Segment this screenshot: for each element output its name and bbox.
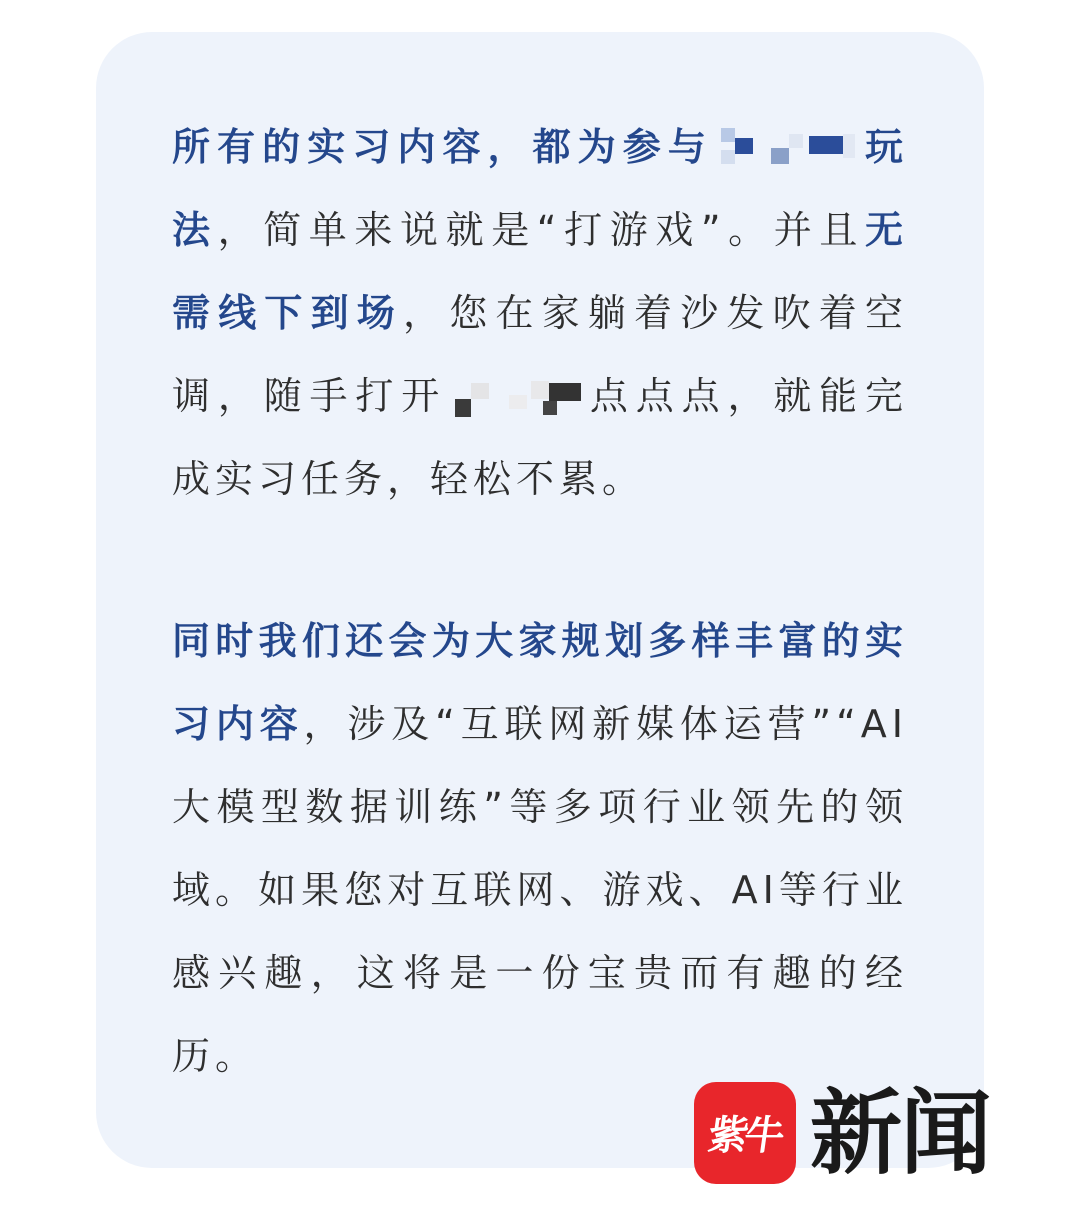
highlight-text: 法 <box>172 208 218 252</box>
body-text: ，简单来说就是“打游戏”。并且 <box>217 208 865 252</box>
highlight-text-tail: 玩 <box>862 125 908 169</box>
logo-text: 紫牛 <box>705 1112 784 1159</box>
ziniu-logo-icon <box>694 1082 796 1184</box>
redacted-mosaic <box>447 377 587 421</box>
body-text: ，涉及“互联网新媒体运营”“AI大模型数据训练”等多项行业领先的领域。如果您对互联网、游戏、AI等行业感兴趣，这将是一份宝贵而有趣的经历。 <box>172 702 908 1078</box>
highlight-text: 无需线下到场 <box>172 208 908 335</box>
paragraph-internship-content <box>172 600 908 1098</box>
highlight-text: 同时我们还会为大家规划多样丰富的实习内容 <box>172 619 908 746</box>
brand-name: 新闻 <box>810 1079 991 1187</box>
body-text: ，您在家躺着沙发吹着空调，随手打开 <box>172 291 908 418</box>
highlight-text: 所有的实习内容，都为参与 <box>172 125 713 169</box>
paragraph-internship-format <box>172 106 908 521</box>
redacted-mosaic <box>713 128 863 172</box>
body-text: 点点点，就能完成实习任务，轻松不累。 <box>172 374 908 501</box>
